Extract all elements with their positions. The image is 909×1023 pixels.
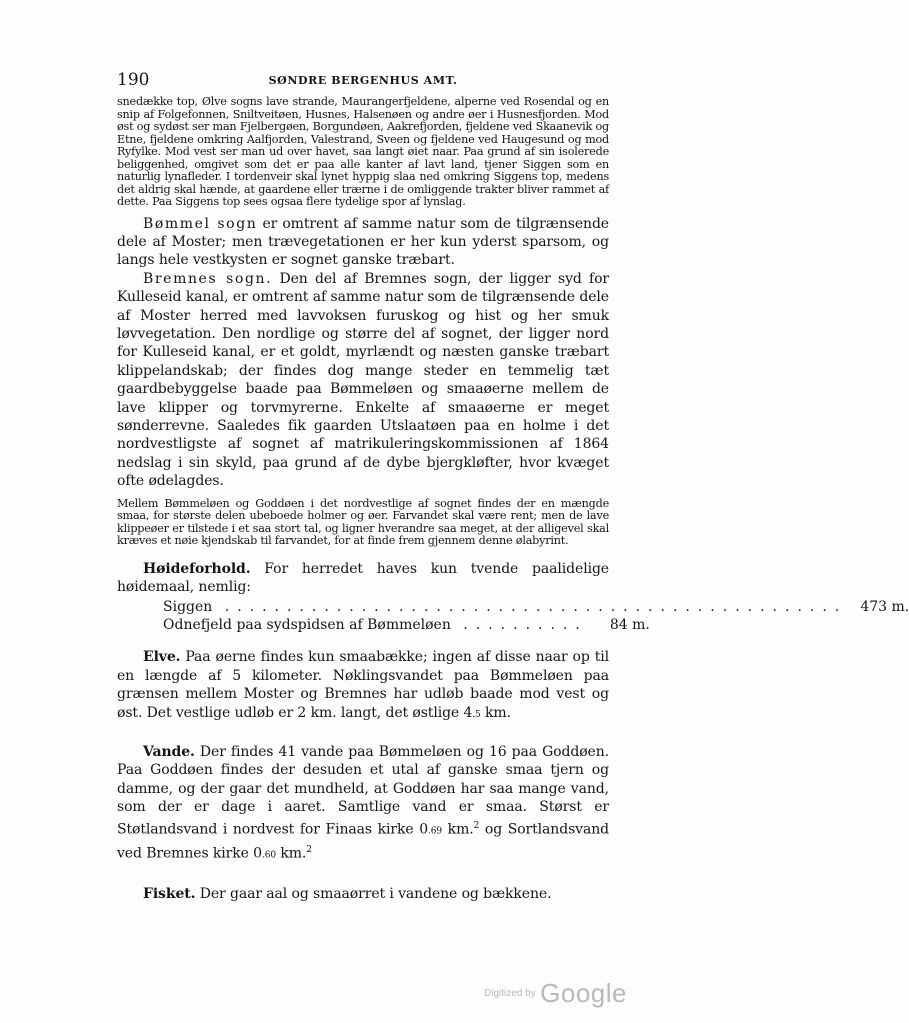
hoideforhold-paragraph bbox=[117, 560, 609, 597]
heights-row bbox=[163, 616, 650, 634]
hoideforhold-text: For herredet haves kun tvende paalidelige høidemaal, nemlig: bbox=[117, 560, 609, 595]
elve-decimal: .5 bbox=[472, 709, 481, 720]
bommel-text: er omtrent af samme natur som de tilgrænsende dele af Moster; men trævegetationen er her kun yderst sparsom, og langs hele vestkysten er sognet ganske træbart. bbox=[117, 215, 609, 269]
watermark-prefix: Digitized by bbox=[484, 988, 536, 999]
fisket-paragraph bbox=[117, 885, 609, 903]
vande-heading: Vande. bbox=[143, 744, 195, 761]
fisket-text: Der gaar aal og smaaørret i vandene og bækkene. bbox=[195, 885, 552, 902]
digitized-watermark bbox=[484, 978, 627, 1009]
leader-dots: .......... bbox=[450, 617, 588, 634]
elve-paragraph bbox=[117, 648, 609, 724]
vande-decimal-1: .69 bbox=[428, 826, 443, 837]
heights-table bbox=[163, 598, 909, 634]
mellem-paragraph: Mellem Bømmeløen og Goddøen i det nordvestlige af sognet findes der en mængde smaa, for største delen ubeboede holmer og øer. Farvandet skal være rent; men de lave klippeøer er tilstede i et saa stort tal, og ligner hverandre saa meget, at der alligevel skal kræves et nøie kjendskab til farvandet, for at finde frem gjennem denne ølabyrint. bbox=[117, 496, 609, 548]
fisket-heading: Fisket. bbox=[143, 885, 196, 902]
vande-sup-1: 2 bbox=[473, 820, 480, 831]
bremnes-text: Den del af Bremnes sogn, der ligger syd for Kulleseid kanal, er omtrent af samme natur som de tilgrænsende dele af Moster herred med lavvoksen furuskog og hist og her smuk løvvegetation. Den nordlige og større del af sognet, der ligger nord for Kulleseid kanal, er et goldt, myrlændt og næsten ganske træbart klippelandskab; der findes dog mange steder en temmelig tæt gaardbebyggelse baade paa Bømmeløen og smaaøerne mellem de lave klipper og torvmyrerne. Enkelte af smaaøerne er meget sønderrevne. Saaledes fik gaarden Utslaatøen paa en holme i det nordvestligste af sognet af matrikuleringskommissionen af 1864 nedslag i sin skyld, paa grund af de dybe bjergkløfter, hvor kvæget ofte ødelagdes. bbox=[117, 270, 610, 490]
vande-decimal-2: .60 bbox=[261, 850, 276, 861]
vande-text-b: km. bbox=[442, 821, 474, 838]
bommel-paragraph bbox=[117, 215, 609, 270]
vande-paragraph bbox=[117, 743, 609, 865]
heights-row bbox=[163, 598, 909, 616]
vande-text-c: og Sortlandsvand ved Bremnes kirke 0 bbox=[117, 821, 609, 862]
elve-text-b: km. bbox=[480, 704, 511, 721]
elve-text-a: Paa øerne findes kun smaabække; ingen af disse naar op til en længde af 5 kilometer. Nøklingsvandet paa Bømmeløen paa grænsen mellem Moster og Bremnes har udløb baade mod vest og øst. Det vestlige udløb er 2 km. langt, det østlige 4 bbox=[117, 649, 609, 721]
hoideforhold-heading: Høideforhold. bbox=[143, 560, 251, 577]
bremnes-lead: Bremnes sogn. bbox=[143, 270, 273, 287]
elve-heading: Elve. bbox=[143, 649, 181, 666]
vande-sup-2: 2 bbox=[306, 844, 312, 855]
intro-paragraph: snedække top, Ølve sogns lave strande, Maurangerfjeldene, alperne ved Rosendal og en snip af Folgefonnen, Sniltveitøen, Husnes, Halsenøen og andre øer i Husnesfjorden. Mod øst og sydøst ser man Fjelbergøen, Borgundøen, Aakrefjorden, fjeldene ved Skaanevik og Etne, fjeldene omkring Aalfjorden, Valestrand, Sveen og fjeldene ved Haugesund og mod Ryfylke. Mod vest ser man ud over havet, saa langt øiet naar. Paa grund af sin isolerede beliggenhed, omgivet som det er paa alle kanter af lavt land, tjener Siggen som en naturlig lynafleder. I tordenveir skal lynet hyppig slaa ned omkring Siggens top, medens det aldrig skal hænde, at gaardene eller trærne i de omliggende trakter bliver rammet af dette. Paa Siggens top sees ogsaa flere tydelige spor af lynslag. bbox=[117, 95, 609, 208]
vande-text-d: km. bbox=[275, 845, 307, 862]
google-logo: Google bbox=[540, 978, 627, 1008]
page-number: 190 bbox=[117, 70, 150, 90]
running-title: SØNDRE BERGENHUS AMT. bbox=[268, 74, 458, 87]
height-name: Odnefjeld paa sydspidsen af Bømmeløen bbox=[163, 617, 451, 634]
vande-text-a: Der findes 41 vande paa Bømmeløen og 16 paa Goddøen. Paa Goddøen findes der desuden et utal af ganske smaa tjern og damme, og der gaar det mundheld, at Goddøen har saa mange vand, som der er dage i aaret. Samtlige vand er smaa. Størst er Støtlandsvand i nordvest for Finaas kirke 0 bbox=[117, 744, 609, 838]
height-value: 84 m. bbox=[609, 617, 650, 634]
height-value: 473 m. bbox=[860, 599, 909, 616]
bremnes-paragraph bbox=[117, 270, 609, 491]
page-header bbox=[117, 70, 609, 96]
bommel-lead: Bømmel sogn bbox=[143, 215, 258, 232]
height-name: Siggen bbox=[163, 599, 213, 616]
leader-dots: .................................................. bbox=[212, 599, 848, 616]
page-content bbox=[117, 70, 909, 903]
